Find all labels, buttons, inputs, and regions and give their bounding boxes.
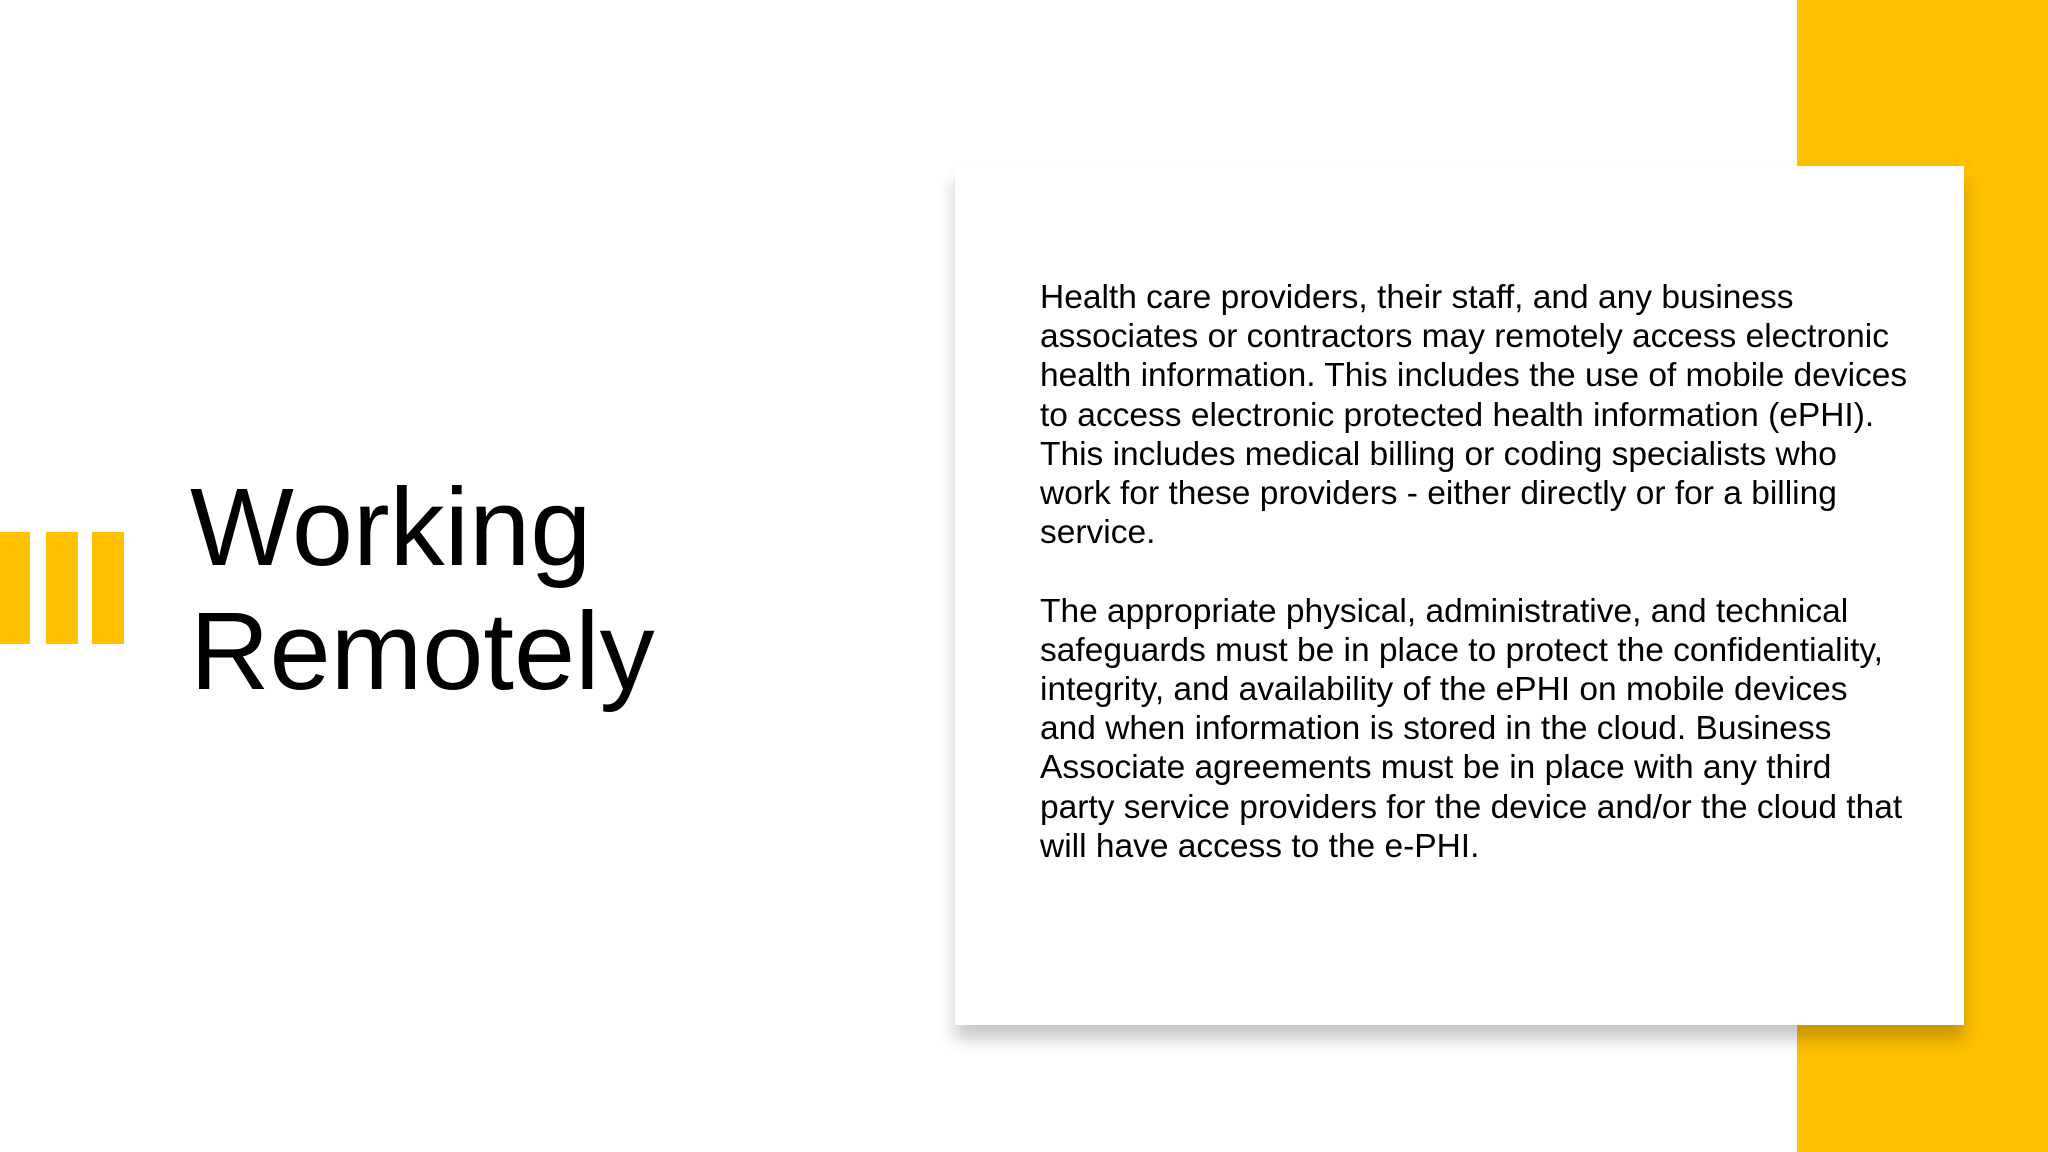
slide-title [190,466,655,714]
content-card [955,166,1964,1025]
paragraph-safeguards: The appropriate physical, administrative, and technical safeguards must be in place to protect the confidentiality, integrity, and availability of the ePHI on mobile devices and when information is stored in the cloud. Business Associate agreements must be in place with any third party service providers for the device and/or the cloud that will have access to the e-PHI. [1040,592,1903,865]
accent-stripe [92,532,124,644]
card-body [1040,278,1910,866]
accent-stripe [46,532,78,644]
accent-stripe [0,532,30,644]
slide-title-line-2: Remotely [190,590,655,713]
paragraph-remote-access: Health care providers, their staff, and any business associates or contractors may remotely access electronic health information. This includes the use of mobile devices to access electronic protected health information (ePHI). This includes medical billing or coding specialists who work for these providers - either directly or for a billing service. [1040,279,1908,552]
slide-title-line-1: Working [190,466,592,589]
